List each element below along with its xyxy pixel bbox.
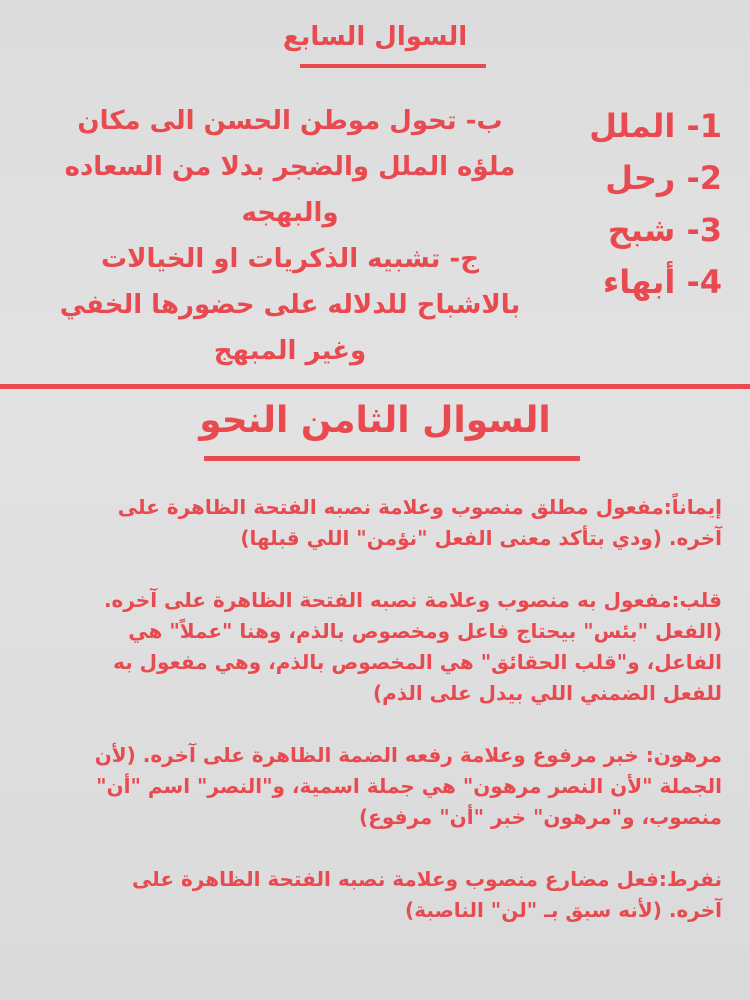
- q8-title-underline: [204, 456, 580, 461]
- answer-item: 1- الملل: [589, 107, 722, 145]
- explanation-line: بالاشباح للدلاله على حضورها الخفي: [59, 290, 521, 320]
- grammar-entry-nufrit: [30, 864, 722, 926]
- entry-line: للفعل الضمني اللي بيدل على الذم): [372, 681, 722, 705]
- entry-line: نفرط:فعل مضارع منصوب وعلامة نصبه الفتحة الظاهرة على: [131, 867, 722, 891]
- answer-item: 2- رحل: [605, 159, 722, 197]
- q8-grammar-answers: [30, 492, 722, 957]
- q7-explanations: [30, 98, 550, 374]
- entry-line: الجملة "لأن النصر مرهون" هي جملة اسمية، و"النصر" اسم "أن": [96, 774, 722, 798]
- grammar-entry-qalb: [30, 585, 722, 709]
- explanation-line: والبهجه: [241, 198, 339, 228]
- answer-item: 3- شبح: [607, 211, 722, 249]
- explanation-line: ملؤه الملل والضجر بدلا من السعاده: [64, 152, 516, 182]
- entry-line: الفاعل، و"قلب الحقائق" هي المخصوص بالذم، وهي مفعول به: [113, 650, 722, 674]
- explanation-line: ب- تحول موطن الحسن الى مكان: [77, 106, 503, 136]
- q7-title: السوال السابع: [282, 22, 468, 52]
- entry-line: قلب:مفعول به منصوب وعلامة نصبه الفتحة الظاهرة على آخره.: [103, 588, 722, 612]
- grammar-entry-imanan: [30, 492, 722, 554]
- q8-title: السوال الثامن النحو: [199, 400, 551, 441]
- explanation-line: ج- تشبيه الذكريات او الخيالات: [101, 244, 479, 274]
- entry-line: آخره. (ودي بتأكد معنى الفعل "نؤمن" اللي قبلها): [240, 526, 722, 550]
- q7-answers-list: [582, 100, 722, 308]
- answer-item: 4- أبهاء: [602, 263, 722, 301]
- grammar-entry-marhoon: [30, 740, 722, 833]
- entry-line: إيماناً:مفعول مطلق منصوب وعلامة نصبه الفتحة الظاهرة على: [117, 495, 722, 519]
- entry-line: (الفعل "بئس" بيحتاج فاعل ومخصوص بالذم، وهنا "عملاً" هي: [128, 619, 722, 643]
- q7-title-underline: [300, 64, 486, 68]
- entry-line: منصوب، و"مرهون" خبر "أن" مرفوع): [359, 805, 722, 829]
- section-divider: [0, 384, 750, 389]
- entry-line: مرهون: خبر مرفوع وعلامة رفعه الضمة الظاهرة على آخره. (لأن: [94, 743, 722, 767]
- explanation-line: وغير المبهج: [213, 336, 367, 366]
- entry-line: آخره. (لأنه سبق بـ "لن" الناصبة): [405, 898, 722, 922]
